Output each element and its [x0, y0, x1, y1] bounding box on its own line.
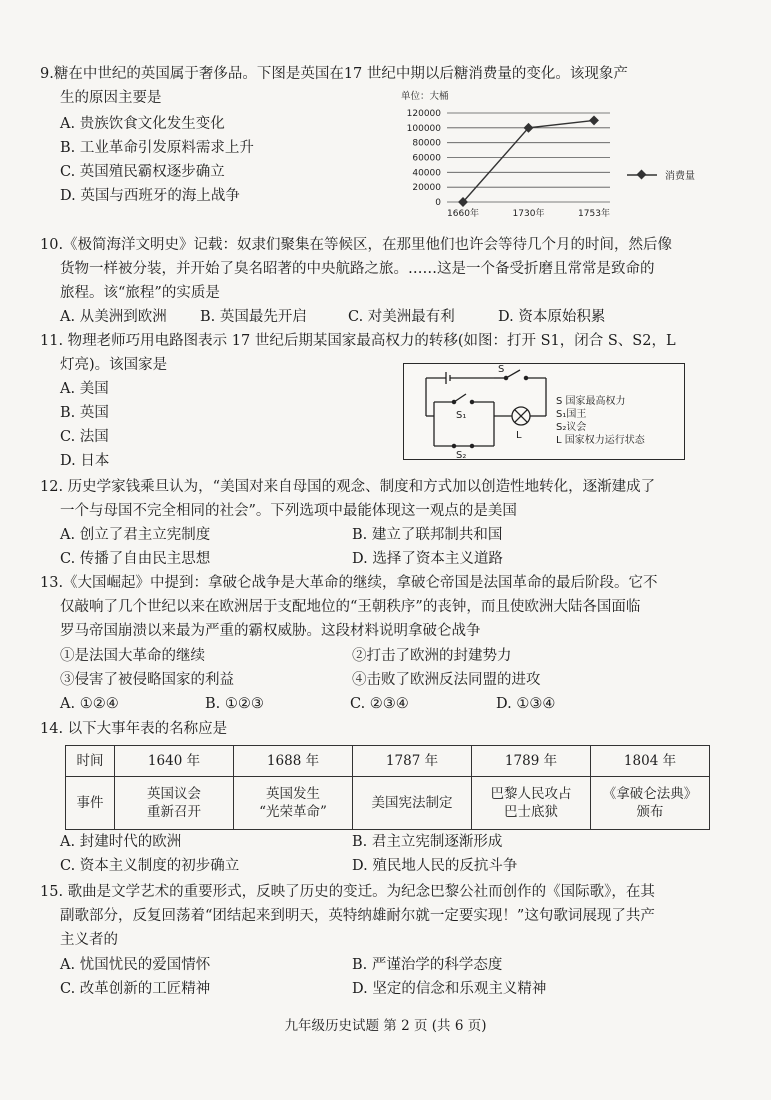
q14-option-d[interactable]: D. 殖民地人民的反抗斗争 [352, 858, 518, 874]
table-year-cell: 1688 年 [234, 746, 353, 777]
q12-option-c[interactable]: C. 传播了自由民主思想 [60, 551, 211, 567]
table-event-cell [591, 777, 710, 830]
circuit-diagram [403, 363, 685, 460]
q15-option-b[interactable]: B. 严谨治学的科学态度 [352, 957, 503, 973]
events-table [65, 745, 710, 830]
event-text: 巴士底狱 [504, 804, 558, 820]
q11-stem-line2: 灯亮)。该国家是 [60, 357, 168, 373]
q13-item-1: ①是法国大革命的继续 [60, 648, 205, 664]
chart-y-tick-label: 0 [435, 198, 441, 208]
q12-stem-line1: 12. 历史学家钱乘旦认为，“美国对来自母国的观念、制度和方式加以创造性地转化，逐渐建成了 [40, 479, 656, 495]
q10-stem-line3: 旅程。该“旅程”的实质是 [60, 285, 220, 301]
table-year-cell: 1789 年 [472, 746, 591, 777]
q9-option-a[interactable]: A. 贵族饮食文化发生变化 [60, 116, 225, 132]
circuit-legend-l: L 国家权力运行状态 [556, 435, 645, 446]
q13-item-3: ③侵害了被侵略国家的利益 [60, 672, 234, 688]
q12-option-d[interactable]: D. 选择了资本主义道路 [352, 551, 503, 567]
q9-option-c[interactable]: C. 英国殖民霸权逐步确立 [60, 164, 225, 180]
q15-option-c[interactable]: C. 改革创新的工匠精神 [60, 981, 211, 997]
event-text: 重新召开 [147, 804, 201, 820]
chart-y-tick-label: 100000 [406, 123, 441, 134]
q12-stem-line2: 一个与母国不完全相同的社会”。下列选项中最能体现这一观点的是美国 [60, 503, 517, 519]
legend-marker [637, 170, 647, 180]
chart-points [458, 115, 599, 206]
q13-stem-line3: 罗马帝国崩溃以来最为严重的霸权威胁。这段材料说明拿破仑战争 [60, 623, 481, 639]
chart-data-point [589, 115, 599, 125]
q9-stem-line2: 生的原因主要是 [60, 90, 162, 106]
q11-stem-line1: 11. 物理老师巧用电路图表示 17 世纪后期某国家最高权力的转移(如图：打开 S1，闭合 S、S2，L [40, 333, 676, 349]
event-text: 英国议会 [147, 786, 201, 802]
q15-option-a[interactable]: A. 忧国忧民的爱国情怀 [60, 957, 211, 973]
sugar-consumption-chart [395, 85, 735, 225]
circuit-switch-s-label: S [498, 364, 505, 375]
table-row [66, 746, 710, 777]
q9-stem-line1: 9.糖在中世纪的英国属于奢侈品。下图是英国在17 世纪中期以后糖消费量的变化。该现象产 [40, 66, 628, 82]
event-text: 《拿破仑法典》 [602, 786, 698, 802]
q13-stem-line2: 仅敲响了几个世纪以来在欧洲居于支配地位的“王朝秩序”的丧钟，而且使欧洲大陆各国面临 [60, 599, 641, 615]
event-text: “光荣革命” [259, 804, 327, 820]
chart-unit-label: 单位：大桶 [401, 91, 449, 102]
chart-x-tick-label: 1753年 [578, 209, 610, 219]
q10-stem-line2: 货物一样被分装，并开始了臭名昭著的中央航路之旅。……这是一个备受折磨且常常是致命的 [60, 261, 655, 277]
q10-option-a[interactable]: A. 从美洲到欧洲 [60, 309, 167, 325]
table-row [66, 777, 710, 830]
q9-option-d[interactable]: D. 英国与西班牙的海上战争 [60, 188, 240, 204]
circuit-legend-s1: S₁国王 [556, 409, 587, 420]
chart-x-tick-label: 1660年 [447, 209, 479, 219]
circuit-lamp-label: L [516, 430, 522, 441]
q11-option-d[interactable]: D. 日本 [60, 453, 110, 469]
chart-y-tick-label: 20000 [412, 183, 441, 194]
q13-option-c[interactable]: C. ②③④ [350, 696, 409, 712]
chart-y-tick-label: 120000 [406, 109, 441, 119]
q15-stem-line3: 主义者的 [60, 932, 118, 948]
q13-option-a[interactable]: A. ①②④ [60, 696, 119, 712]
table-event-cell [353, 777, 472, 830]
q14-option-a[interactable]: A. 封建时代的欧洲 [60, 834, 182, 850]
table-year-cell: 1787 年 [353, 746, 472, 777]
event-text: 美国宪法制定 [371, 795, 453, 811]
chart-y-tick-label: 80000 [412, 138, 441, 149]
table-year-cell: 1640 年 [115, 746, 234, 777]
q9-option-b[interactable]: B. 工业革命引发原料需求上升 [60, 140, 254, 156]
table-event-cell [115, 777, 234, 830]
circuit-legend-s: S 国家最高权力 [556, 396, 626, 407]
q10-stem-line1: 10.《极简海洋文明史》记载：奴隶们聚集在等候区，在那里他们也许会等待几个月的时间，然后像 [40, 237, 673, 253]
q11-option-c[interactable]: C. 法国 [60, 429, 109, 445]
q10-option-c[interactable]: C. 对美洲最有利 [348, 309, 455, 325]
event-text: 巴黎人民攻占 [490, 786, 572, 802]
chart-legend [627, 169, 695, 182]
q10-option-d[interactable]: D. 资本原始积累 [498, 309, 606, 325]
q14-option-b[interactable]: B. 君主立宪制逐渐形成 [352, 834, 503, 850]
q15-stem-line2: 副歌部分，反复回荡着“团结起来到明天，英特纳雄耐尔就一定要实现！”这句歌词展现了共产 [60, 908, 655, 924]
circuit-svg [404, 364, 684, 459]
chart-y-tick-label: 60000 [412, 153, 441, 164]
q13-item-4: ④击败了欧洲反法同盟的进攻 [352, 672, 541, 688]
chart-y-ticks [407, 109, 442, 208]
q12-option-a[interactable]: A. 创立了君主立宪制度 [60, 527, 211, 543]
chart-x-tick-label: 1730年 [512, 209, 545, 219]
chart-y-tick-label: 40000 [412, 168, 441, 179]
chart-x-ticks [447, 207, 610, 219]
q14-stem-line1: 14. 以下大事年表的名称应是 [40, 721, 228, 737]
q15-stem-line1: 15. 歌曲是文学艺术的重要形式，反映了历史的变迁。为纪念巴黎公社而创作的《国际歌》，在其 [40, 884, 655, 900]
circuit-legend-s2: S₂议会 [556, 422, 587, 433]
table-head-time: 时间 [66, 746, 115, 777]
q12-option-b[interactable]: B. 建立了联邦制共和国 [352, 527, 503, 543]
q11-option-b[interactable]: B. 英国 [60, 405, 109, 421]
q11-option-a[interactable]: A. 美国 [60, 381, 109, 397]
q15-option-d[interactable]: D. 坚定的信念和乐观主义精神 [352, 981, 547, 997]
circuit-switch-s1-label: S₁ [456, 410, 467, 421]
legend-label: 消费量 [665, 171, 695, 182]
q13-stem-line1: 13.《大国崛起》中提到：拿破仑战争是大革命的继续，拿破仑帝国是法国革命的最后阶段。它不 [40, 575, 658, 591]
circuit-switch-s2-label: S₂ [456, 450, 467, 459]
table-year-cell: 1804 年 [591, 746, 710, 777]
table-event-cell [234, 777, 353, 830]
q14-option-c[interactable]: C. 资本主义制度的初步确立 [60, 858, 240, 874]
chart-svg [395, 85, 735, 225]
q13-option-d[interactable]: D. ①③④ [496, 696, 556, 712]
q13-option-b[interactable]: B. ①②③ [205, 696, 264, 712]
event-text: 颁布 [636, 804, 664, 820]
page-footer: 九年级历史试题 第 2 页 (共 6 页) [284, 1018, 487, 1034]
q10-option-b[interactable]: B. 英国最先开启 [200, 309, 307, 325]
event-text: 英国发生 [266, 786, 320, 802]
table-head-event: 事件 [66, 777, 115, 830]
q13-item-2: ②打击了欧洲的封建势力 [352, 648, 512, 664]
table-event-cell [472, 777, 591, 830]
